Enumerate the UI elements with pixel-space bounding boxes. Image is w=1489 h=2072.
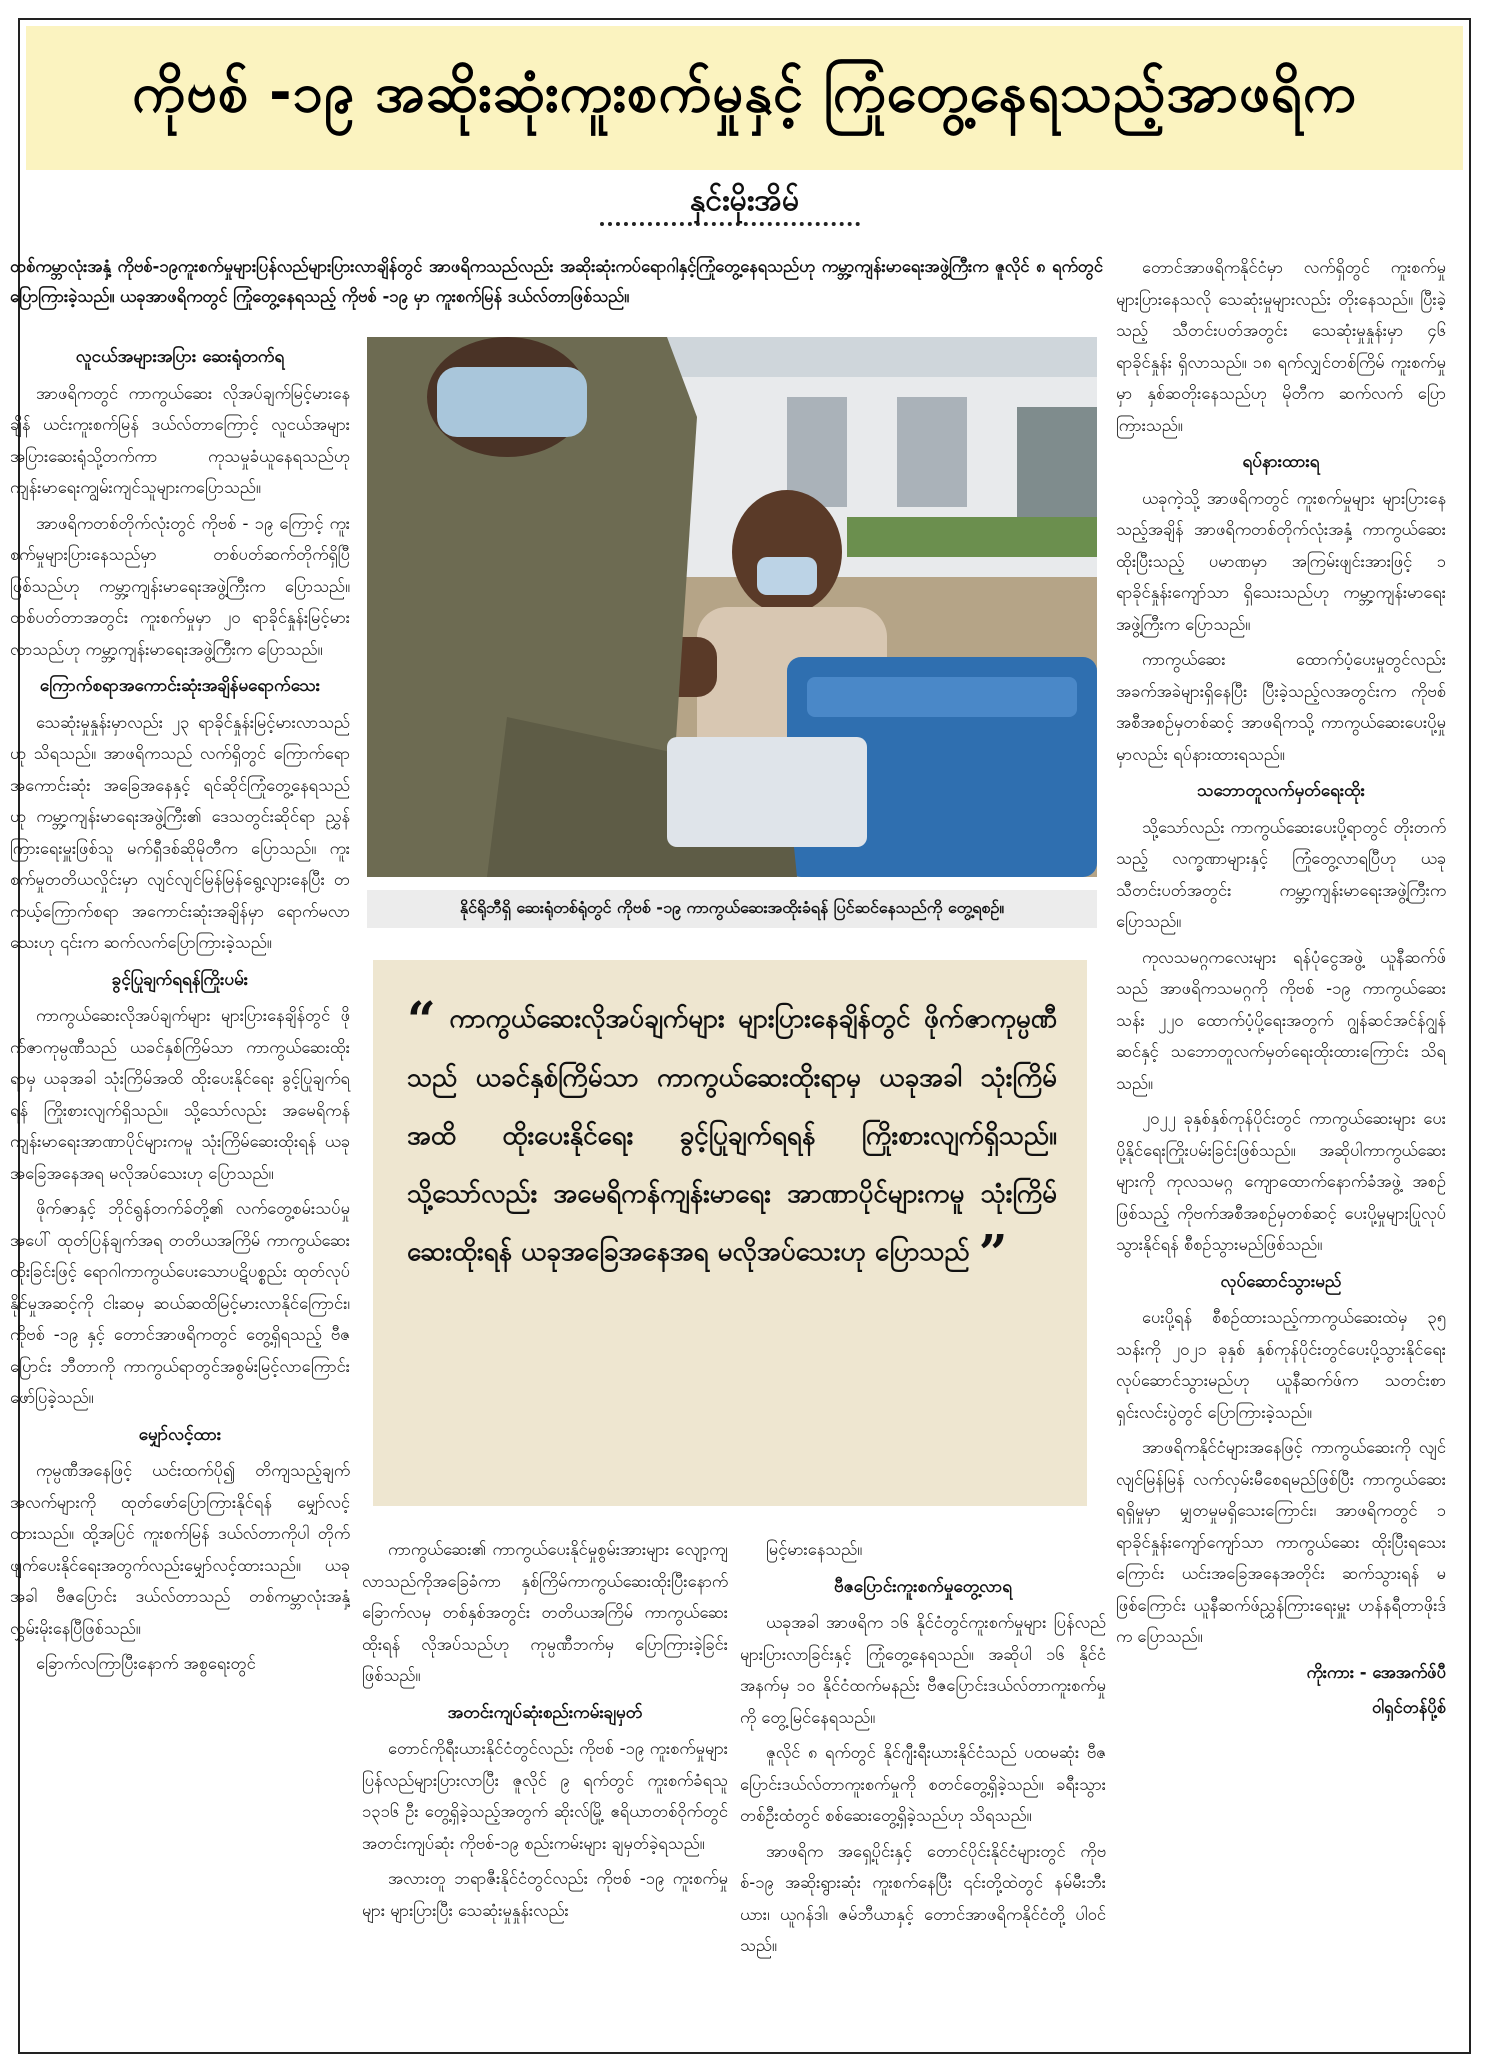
headline-box: [26, 26, 1463, 170]
paragraph: အာဖရိက အရှေ့ပိုင်းနှင့် တောင်ပိုင်းနိုင်ငံများတွင် ကိုဗစ်-၁၉ အဆိုးရွားဆုံး ကူးစက်နေပြီး ၎င်းတို့ထဲတွင် နမ်မီးဘီးယား၊ ယူဂန်ဒါ၊ ဇမ်ဘီယာနှင့် တောင်အာဖရိကနိုင်ငံတို့ ပါဝင်သည်။: [740, 1841, 1106, 1955]
subheading: ဗီဇပြောင်းကူးစက်မှုတွေ့လာရ: [833, 1576, 1012, 1597]
paragraph: အာဖရိကတစ်တိုက်လုံးတွင် ကိုဗစ် - ၁၉ ကြောင့် ကူးစက်မှုများပြားနေသည်မှာ တစ်ပတ်ဆက်တိုက်ရှိပြီဖြစ်သည်ဟု ကမ္ဘာ့ကျန်းမာရေးအဖွဲ့ကြီးက ပြောသည်။ တစ်ပတ်တာအတွင်း ကူးစက်မှုမှာ ၂၀ ရာခိုင်နှုန်းမြင့်မားလာသည်ဟု ကမ္ဘာ့ကျန်းမာရေးအဖွဲ့ကြီးက ပြောသည်။: [10, 513, 350, 659]
photo-caption: နိုင်ရိုဘီရှိ ဆေးရုံတစ်ရုံတွင် ကိုဗစ် -၁၉ ကာကွယ်ဆေးအထိုးခံရန် ပြင်ဆင်နေသည်ကို တွေ့ရစဉ်။: [367, 890, 1097, 928]
column-2: [362, 1534, 728, 1930]
paragraph: ကုလသမဂ္ဂကလေးများ ရန်ပုံငွေအဖွဲ့ ယူနီဆက်ဖ်သည် အာဖရိကသမဂ္ဂကို ကိုဗစ် -၁၉ ကာကွယ်ဆေး သန်း ၂၂၀ ထောက်ပံ့ပို့ရေးအတွက် ဂျွန်ဆင်အင်န်ဂျွန်ဆင်နှင့် သဘောတူလက်မှတ်ရေးထိုးထားကြောင်း သိရသည်။: [1116, 947, 1446, 1093]
paragraph: ယခုကဲ့သို့ အာဖရိကတွင် ကူးစက်မှုများ များပြားနေသည့်အချိန် အာဖရိကတစ်တိုက်လုံးအနှံ့ ကာကွယ်ဆေးထိုးပြီးသည့် ပမာဏမှာ အကြမ်းဖျင်းအားဖြင့် ၁ ရာခိုင်နှုန်းကျော်သာ ရှိသေးသည်ဟု ကမ္ဘာ့ကျန်းမာရေးအဖွဲ့ကြီးက ပြောသည်။: [1116, 488, 1446, 634]
paragraph: ကာကွယ်ဆေး၏ ကာကွယ်ပေးနိုင်မှုစွမ်းအားများ လျော့ကျလာသည်ကိုအခြေခံကာ နှစ်ကြိမ်ကာကွယ်ဆေးထိုးပြီးနောက် ခြောက်လမှ တစ်နှစ်အတွင်း တတိယအကြိမ် ကာကွယ်ဆေးထိုးရန် လိုအပ်သည်ဟု ကုမ္ပဏီဘက်မှ ပြောကြားခဲ့ခြင်းဖြစ်သည်။: [362, 1540, 728, 1685]
headline: ကိုဗစ် -၁၉ အဆိုးဆုံးကူးစက်မှုနှင့် ကြုံတွေ့နေရသည့်အာဖရိက: [132, 60, 1357, 124]
column-4: [1116, 252, 1446, 1728]
byline: နှင်းမိုးအိမ်: [689, 183, 800, 218]
column-3: [740, 1534, 1106, 1966]
subheading: ကြောက်စရာအကောင်းဆုံးအချိန်မရောက်သေး: [39, 676, 321, 696]
vaccination-photo-illustration: [367, 337, 1097, 877]
paragraph: ဖိုက်ဇာနှင့် ဘိုင်ရွန်တက်ခ်တို့၏ လက်တွေ့စမ်းသပ်မှုအပေါ် ထုတ်ပြန်ချက်အရ တတိယအကြိမ် ကာကွယ်ဆေးထိုးခြင်းဖြင့် ရောဂါကာကွယ်ပေးသောပဋိပစ္စည်း ထုတ်လုပ်နိုင်မှုအဆင့်ကို ငါးဆမှ ဆယ်ဆထိမြင့်မားလာနိုင်ကြောင်း၊ ကိုဗစ် -၁၉ နှင့် တောင်အာဖရိကတွင် တွေ့ရှိရသည့် ဗီဇပြောင်း ဘီတာကို ကာကွယ်ရာတွင်အစွမ်းမြင့်လာကြောင်း ဖော်ပြခဲ့သည်။: [10, 1199, 350, 1407]
byline-divider: [600, 222, 860, 226]
lead-paragraph: တစ်ကမ္ဘာလုံးအနှံ့ ကိုဗစ်-၁၉ကူးစက်မှုများပြန်လည်များပြားလာချိန်တွင် အာဖရိကသည်လည်း အဆိုးဆုံးကပ်ရောဂါနှင့်ကြုံတွေ့နေရသည်ဟု ကမ္ဘာ့ကျန်းမာရေးအဖွဲ့ကြီးက ဇူလိုင် ၈ ရက်တွင် ပြောကြားခဲ့သည်။ ယခုအာဖရိကတွင် ကြုံတွေ့နေရသည့် ကိုဗစ် -၁၉ မှာ ကူးစက်မြန် ဒယ်လ်တာဖြစ်သည်။: [10, 257, 1103, 306]
paragraph: ၂၀၂၂ ခုနှစ်နှစ်ကုန်ပိုင်းတွင် ကာကွယ်ဆေးများ ပေးပို့နိုင်ရေးကြိုးပမ်းခြင်းဖြစ်သည်။ အဆိုပါကာကွယ်ဆေးများကို ကုလသမဂ္ဂ ကျောထောက်နောက်ခံအဖွဲ့ အစဉ်ဖြစ်သည့် ကိုဗက်အစီအစဉ်မှတစ်ဆင့် ပေးပို့မှုများပြုလုပ်သွားနိုင်ရန် စီစဉ်သွားမည်ဖြစ်သည်။: [1116, 1109, 1446, 1254]
subheading: ခွင့်ပြုချက်ရရန်ကြိုးပမ်း: [111, 969, 249, 990]
news-photo: [367, 337, 1097, 877]
paragraph: ခြောက်လကြာပြီးနောက် အစွရေးတွင်: [36, 1654, 256, 1673]
paragraph: အာဖရိကတွင် ကာကွယ်ဆေး လိုအပ်ချက်မြင့်မားနေချိန် ယင်းကူးစက်မြန် ဒယ်လ်တာကြောင့် လူငယ်အများအပြားဆေးရုံသို့တက်ကာ ကုသမှုခံယူနေရသည်ဟု ကျန်းမာရေးကျွမ်းကျင်သူများကပြောသည်။: [10, 383, 350, 497]
paragraph: ယခုအခါ အာဖရိက ၁၆ နိုင်ငံတွင်ကူးစက်မှုများ ပြန်လည်များပြားလာခြင်းနှင့် ကြုံတွေ့နေရသည်။ အဆိုပါ ၁၆ နိုင်ငံအနက်မှ ၁၀ နိုင်ငံထက်မနည်း ဗီဇပြောင်းဒယ်လ်တာကူးစက်မှုကို တွေ့မြင်နေရသည်။: [740, 1613, 1106, 1727]
source-credit: ကိုးကား - အေအက်ဖ်ပီ: [1306, 1662, 1446, 1682]
paragraph: သေဆုံးမှုနှုန်းမှာလည်း ၂၃ ရာခိုင်နှုန်းမြင့်မားလာသည်ဟု သိရသည်။ အာဖရိကသည် လက်ရှိတွင် ကြောက်ရောအကောင်းဆုံး အခြေအနေနှင့် ရင်ဆိုင်ကြုံတွေ့နေရသည်ဟု ကမ္ဘာ့ကျန်းမာရေးအဖွဲ့ကြီး၏ ဒေသတွင်းဆိုင်ရာ ညွှန်ကြားရေးမှူးဖြစ်သူ မက်ရှီဒစ်ဆိုမိုတီက ပြောသည်။ ကူးစက်မှုတတိယလှိုင်းမှာ လျင်လျင်မြန်မြန်ရွေ့လျားနေပြီး တကယ့်ကြောက်စရာ အကောင်းဆုံးအချိန်မှာ ရောက်မလာသေးဟု ၎င်းက ဆက်လက်ပြောကြားခဲ့သည်။: [10, 712, 350, 952]
subheading: အတင်းကျပ်ဆုံးစည်းကမ်းချမှတ်: [447, 1702, 643, 1723]
paragraph: မြင့်မားနေသည်။: [766, 1540, 863, 1559]
pull-quote-box: [373, 960, 1087, 1506]
subheading: သဘောတူလက်မှတ်ရေးထိုး: [1197, 781, 1365, 801]
column-1: [10, 336, 350, 1684]
paragraph: အာဖရိကနိုင်ငံများအနေဖြင့် ကာကွယ်ဆေးကို လျင်လျင်မြန်မြန် လက်လှမ်းမီစေရမည်ဖြစ်ပြီး ကာကွယ်ဆေးရရှိမှုမှာ မျှတမှုမရှိသေးကြောင်း၊ အာဖရိကတွင် ၁ ရာခိုင်နှုန်းကျော်ကျော်သာ ကာကွယ်ဆေး ထိုးပြီးရသေးကြောင်း ယင်းအခြေအနေအတိုင်း ဆက်သွားရန် မဖြစ်ကြောင်း ယူနီဆက်ဖ်ညွှန်ကြားရေးမှူး ဟန်နရီတာဖိုးဒ်က ပြောသည်။: [1116, 1438, 1446, 1646]
subheading: လူငယ်အများအပြား ဆေးရုံတက်ရ: [75, 347, 285, 367]
paragraph: သို့သော်လည်း ကာကွယ်ဆေးပေးပို့ရာတွင် တိုးတက်သည့် လက္ခဏာများနှင့် ကြုံတွေ့လာရပြီဟု ယခုသီတင်းပတ်အတွင်း ကမ္ဘာ့ကျန်းမာရေးအဖွဲ့ကြီးက ပြောသည်။: [1116, 817, 1446, 931]
close-quote-icon: ”: [978, 1223, 1008, 1282]
open-quote-icon: “: [407, 990, 436, 1049]
paragraph: တောင်ကိုရီးယားနိုင်ငံတွင်လည်း ကိုဗစ် -၁၉ ကူးစက်မှုများ ပြန်လည်များပြားလာပြီး ဇူလိုင် ၉ ရက်တွင် ကူးစက်ခံရသူ ၁၃၁၆ ဦး တွေ့ရှိခဲ့သည့်အတွက် ဆိုးလ်မြို့ ဧရိယာတစ်ဝိုက်တွင် အတင်းကျပ်ဆုံး ကိုဗစ်-၁၉ စည်းကမ်းများ ချမှတ်ခဲ့ရသည်။: [362, 1739, 728, 1853]
paragraph: အလားတူ ဘရာဇီးနိုင်ငံတွင်လည်း ကိုဗစ် -၁၉ ကူးစက်မှုများ များပြားပြီး သေဆုံးမှုနှုန်းလည်း: [362, 1869, 728, 1920]
subheading: လုပ်ဆောင်သွားမည်: [1220, 1271, 1342, 1292]
paragraph: ဇူလိုင် ၈ ရက်တွင် နိုင်ဂျီးရီးယားနိုင်ငံသည် ပထမဆုံး ဗီဇပြောင်းဒယ်လ်တာကူးစက်မှုကို စတင်တွေ့ရှိခဲ့သည်။ ခရီးသွားတစ်ဦးထံတွင် စစ်ဆေးတွေ့ရှိခဲ့သည်ဟု သိရသည်။: [740, 1743, 1106, 1825]
paragraph: တောင်အာဖရိကနိုင်ငံမှာ လက်ရှိတွင် ကူးစက်မှု များပြားနေသလို သေဆုံးမှုများလည်း တိုးနေသည်။ ပြီးခဲ့သည့် သီတင်းပတ်အတွင်း သေဆုံးမှုနှုန်းမှာ ၄၆ ရာခိုင်နှုန်း ရှိလာသည်။ ၁၈ ရက်လျှင်တစ်ကြိမ် ကူးစက်မှုမှာ နှစ်ဆတိုးနေသည်ဟု မိုတီက ဆက်လက် ပြောကြားသည်။: [1116, 258, 1446, 435]
source-credit: ဝါရှင်တန်ပို့စ်: [1371, 1698, 1446, 1717]
paragraph: ကာကွယ်ဆေးလိုအပ်ချက်များ များပြားနေချိန်တွင် ဖိုက်ဇာကုမ္ပဏီသည် ယခင်နှစ်ကြိမ်သာ ကာကွယ်ဆေးထိုးရာမှ ယခုအခါ သုံးကြိမ်အထိ ထိုးပေးနိုင်ရေး ခွင့်ပြုချက်ရရန် ကြိုးစားလျက်ရှိသည်။ သို့သော်လည်း အမေရိကန်ကျန်းမာရေးအာဏာပိုင်များကမူ သုံးကြိမ်ဆေးထိုးရန် ယခုအခြေအနေအရ မလိုအပ်သေးဟု ပြောသည်။: [10, 1006, 350, 1183]
subheading: မျှော်လင့်ထား: [138, 1424, 222, 1445]
paragraph: ကုမ္ပဏီအနေဖြင့် ယင်းထက်ပို၍ တိကျသည့်ချက်အလက်များကို ထုတ်ဖော်ပြောကြားနိုင်ရန် မျှော်လင့်ထားသည်။ ထို့အပြင် ကူးစက်မြန် ဒယ်လ်တာကိုပါ တိုက်ဖျက်ပေးနိုင်ရေးအတွက်လည်းမျှော်လင့်ထားသည်။ ယခုအခါ ဗီဇပြောင်း ဒယ်လ်တာသည် တစ်ကမ္ဘာလုံးအနှံ့ လွှမ်းမိုးနေပြီဖြစ်သည်။: [10, 1461, 350, 1638]
paragraph: ပေးပို့ရန် စီစဉ်ထားသည့်ကာကွယ်ဆေးထဲမှ ၃၅ သန်းကို ၂၀၂၁ ခုနှစ် နှစ်ကုန်ပိုင်းတွင်ပေးပို့သွားနိုင်ရေး လုပ်ဆောင်သွားမည်ဟု ယူနီဆက်ဖ်က သတင်းစာရှင်းလင်းပွဲတွင် ပြောကြားခဲ့သည်။: [1116, 1308, 1446, 1422]
subheading: ရပ်နားထားရ: [1242, 452, 1320, 472]
paragraph: ကာကွယ်ဆေး ထောက်ပံ့ပေးမှုတွင်လည်း အခက်အခဲများရှိနေပြီး ပြီးခဲ့သည့်လအတွင်းက ကိုဗစ်အစီအစဉ်မှတစ်ဆင့် အာဖရိကသို့ ကာကွယ်ဆေးပေးပို့မှုမှာလည်း ရပ်နားထားရသည်။: [1116, 650, 1446, 764]
pull-quote-text: ကာကွယ်ဆေးလိုအပ်ချက်များ များပြားနေချိန်တွင် ဖိုက်ဇာကုမ္ပဏီသည် ယခင်နှစ်ကြိမ်သာ ကာကွယ်ဆေးထိုးရာမှ ယခုအခါ သုံးကြိမ်အထိ ထိုးပေးနိုင်ရေး ခွင့်ပြုချက်ရရန် ကြိုးစားလျက်ရှိသည်။ သို့သော်လည်း အမေရိကန်ကျန်းမာရေး အာဏာပိုင်များကမူ သုံးကြိမ်ဆေးထိုးရန် ယခုအခြေအနေအရ မလိုအပ်သေးဟု ပြောသည်: [407, 1004, 1057, 1267]
